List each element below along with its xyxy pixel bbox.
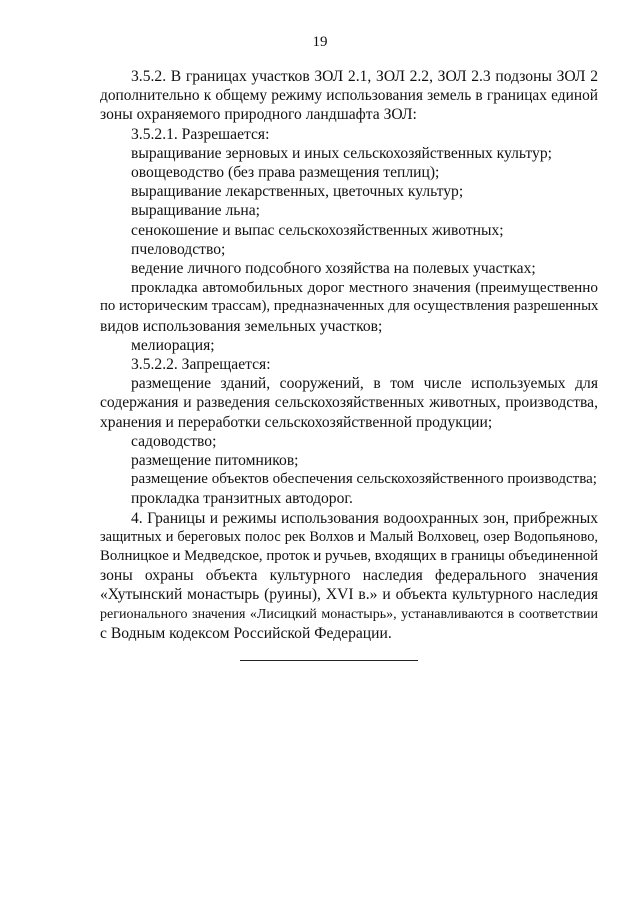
text-line: мелиорация; bbox=[131, 336, 215, 354]
closing-rule bbox=[240, 660, 418, 661]
text-line: зоны охраняемого природного ландшафта ЗОЛ: bbox=[100, 106, 417, 124]
text-line: 3.5.2.1. Разрешается: bbox=[131, 125, 270, 143]
text-line: 3.5.2. В границах участков ЗОЛ 2.1, ЗОЛ 2.2, ЗОЛ 2.3 подзоны ЗОЛ 2 bbox=[131, 68, 598, 85]
text-line: размещение объектов обеспечения сельскохозяйственного производства; bbox=[131, 471, 597, 488]
text-line: сенокошение и выпас сельскохозяйственных животных; bbox=[131, 221, 504, 239]
text-line: прокладка транзитных автодорог. bbox=[131, 490, 353, 508]
text-line: защитных и береговых полос рек Волхов и Малый Волховец, озер Водопьяново, bbox=[100, 528, 598, 545]
page-number: 19 bbox=[312, 34, 328, 50]
text-line: выращивание лекарственных, цветочных культур; bbox=[131, 183, 464, 201]
text-line: по историческим трассам), предназначенных для осуществления разрешенных bbox=[100, 298, 599, 315]
text-line: 3.5.2.2. Запрещается: bbox=[131, 356, 271, 374]
text-line: хранения и переработки сельскохозяйственной продукции; bbox=[100, 413, 493, 431]
text-line: прокладка автомобильных дорог местного значения (преимущественно bbox=[131, 279, 598, 297]
text-line: размещение зданий, сооружений, в том числе используемых для bbox=[131, 375, 598, 393]
text-line: Волницкое и Медведское, проток и ручьев, входящих в границы объединенной bbox=[100, 548, 599, 565]
text-line: «Хутынский монастырь (руины), XVI в.» и объекта культурного наследия bbox=[100, 586, 598, 604]
text-line: видов использования земельных участков; bbox=[100, 317, 383, 335]
text-line: пчеловодство; bbox=[131, 240, 226, 258]
document-body bbox=[100, 67, 598, 643]
text-line: садоводство; bbox=[131, 432, 217, 450]
text-line: с Водным кодексом Российской Федерации. bbox=[100, 624, 392, 642]
text-line: регионального значения «Лисицкий монастырь», устанавливаются в соответствии bbox=[100, 606, 598, 622]
text-line: дополнительно к общему режиму использования земель в границах единой bbox=[100, 87, 598, 105]
text-line: содержания и разведения сельскохозяйственных животных, производства, bbox=[100, 394, 598, 412]
text-line: 4. Границы и режимы использования водоохранных зон, прибрежных bbox=[131, 509, 598, 527]
text-line: овощеводство (без права размещения теплиц); bbox=[131, 164, 440, 182]
text-line: размещение питомников; bbox=[131, 452, 299, 470]
text-line: выращивание льна; bbox=[131, 202, 260, 220]
text-line: зоны охраны объекта культурного наследия федерального значения bbox=[100, 567, 598, 585]
text-line: ведение личного подсобного хозяйства на полевых участках; bbox=[131, 260, 536, 278]
text-line: выращивание зерновых и иных сельскохозяйственных культур; bbox=[131, 144, 552, 162]
